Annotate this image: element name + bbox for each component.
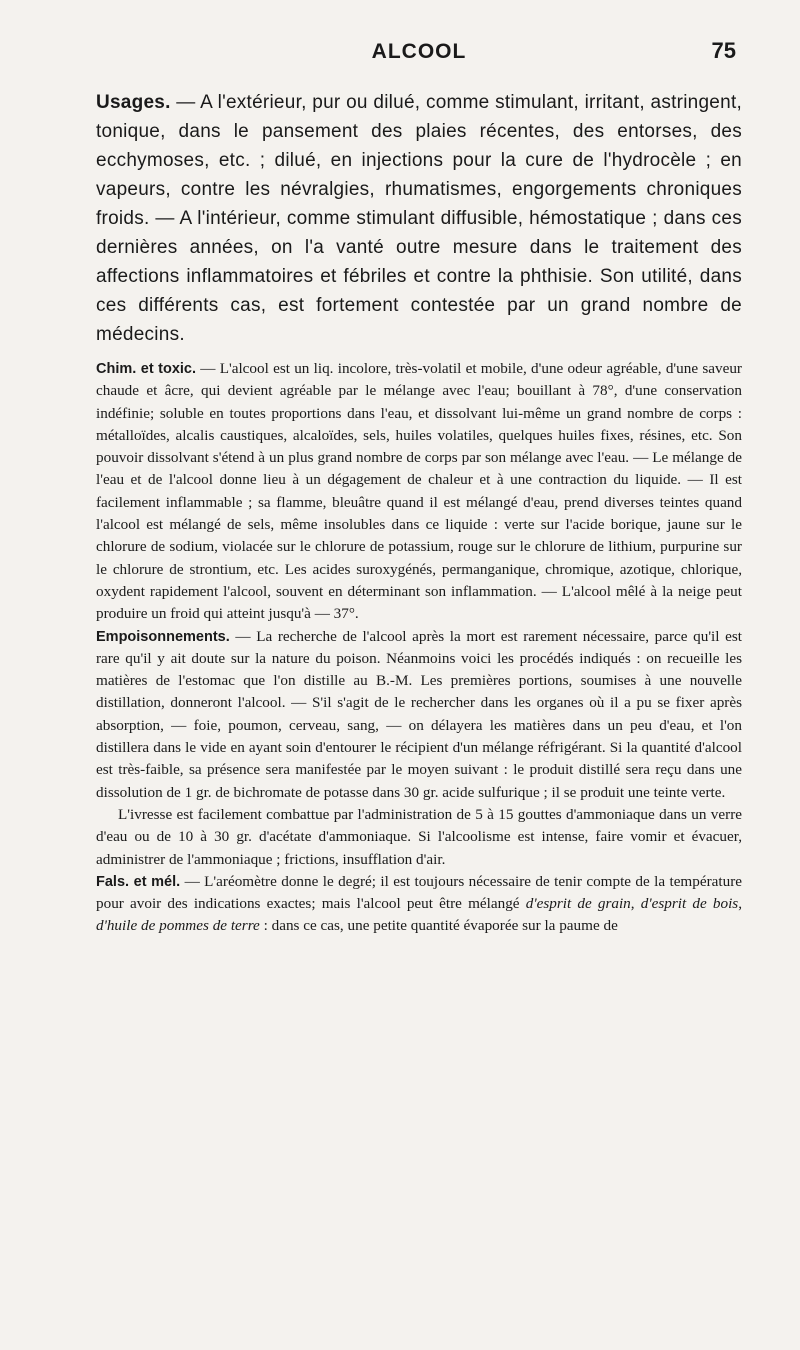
- chim-paragraph: [96, 358, 742, 626]
- usages-paragraph: [96, 88, 742, 349]
- usages-heading: Usages.: [96, 92, 171, 113]
- empoisonnements-paragraph: [96, 626, 742, 804]
- page-number: 75: [711, 38, 736, 63]
- usages-text: — A l'extérieur, pur ou dilué, comme stimulant, irritant, astringent, tonique, dans le pansement des plaies récentes, des entorses, des ecchymoses, etc. ; dilué, en injections pour la cure de l'hydrocèle ; en vapeurs, contre les névralgies, rhumatismes, engorgements chroniques froids. — A l'intérieur, comme stimulant diffusible, hémostatique ; dans ces dernières années, on l'a vanté outre mesure dans le traitement des affections inflammatoires et fébriles et contre la phthisie. Son utilité, dans ces différents cas, est fortement contestée par un grand nombre de médecins.: [96, 92, 742, 345]
- fals-em-2: d'esprit de bois: [640, 895, 739, 913]
- fals-em-3: d'huile de pommes de terre: [96, 917, 260, 935]
- fals-sep-2: ,: [738, 895, 743, 913]
- chim-heading: Chim. et toxic.: [96, 361, 197, 377]
- fals-sep-1: ,: [630, 895, 641, 913]
- ivresse-text: L'ivresse est facilement combattue par l'administration de 5 à 15 gouttes d'ammoniaque dans un verre d'eau ou de 10 à 30 gr. d'acétate d'ammoniaque. Si l'alcoolisme est intense, faire vomir et évacuer, administrer de l'ammoniaque ; frictions, insufflation d'air.: [96, 805, 742, 868]
- ivresse-paragraph: [96, 804, 742, 871]
- page-header: [96, 0, 742, 88]
- fals-paragraph: [96, 871, 742, 938]
- fals-text-2: : dans ce cas, une petite quantité évaporée sur la paume de: [259, 917, 618, 935]
- chim-text: — L'alcool est un liq. incolore, très-volatil et mobile, d'une odeur agréable, d'une saveur chaude et âcre, qui devient agréable par le mélange avec l'eau; bouillant à 78°, d'une conservation indéfinie; soluble en toutes proportions dans l'eau, et dissolvant lui-même un grand nombre de corps : métalloïdes, alcalis caustiques, alcaloïdes, sels, huiles volatiles, quelques huiles fixes, résines, etc. Son pouvoir dissolvant s'étend à un plus grand nombre de corps par son mélange avec l'eau. — Le mélange de l'eau et de l'alcool donne lieu à un dégagement de chaleur et à une contraction du liquide. — Il est facilement inflammable ; sa flamme, bleuâtre quand il est mélangé d'eau, prend diverses teintes quand l'alcool est mélangé de sels, même insolubles dans ce liquide : verte sur l'acide borique, jaune sur le chlorure de sodium, violacée sur le chlorure de potassium, rouge sur le chlorure de lithium, purpurine sur le chlorure de strontium, etc. Les acides suroxygénés, permanganique, chromique, azotique, chlorique, oxydent rapidement l'alcool, souvent en déterminant son inflammation. — L'alcool mêlé à la neige peut produire un froid qui atteint jusqu'à — 37°.: [96, 360, 742, 623]
- running-title: ALCOOL: [371, 40, 467, 63]
- fals-text-1: — L'aréomètre donne le degré; il est toujours nécessaire de tenir compte de la température pour avoir des indications exactes; mais l'alcool peut être mélangé: [96, 872, 742, 913]
- empoisonnements-heading: Empoisonnements.: [96, 628, 230, 645]
- fals-heading: Fals. et mél.: [96, 873, 181, 890]
- empoisonnements-text: — La recherche de l'alcool après la mort est rarement nécessaire, parce qu'il est rare qu'il y ait doute sur la nature du poison. Néanmoins voici les procédés indiqués : on recueille les matières de l'estomac que l'on distille au B.-M. Les premières portions, soumises à une nouvelle distillation, donneront l'alcool. — S'il s'agit de le rechercher dans les organes où il a pu se fixer après absorption, — foie, poumon, cerveau, sang, — on délayera les matières dans un peu d'eau, et l'on distillera dans le vide en ayant soin d'entourer le récipient d'un mélange réfrigérant. Si la quantité d'alcool est très-faible, sa présence sera manifestée par le moyen suivant : le produit distillé sera reçu dans une dissolution de 1 gr. de bichromate de potasse dans 30 gr. acide sulfurique ; il se produit une teinte verte.: [96, 627, 742, 801]
- fals-em-1: d'esprit de grain: [525, 895, 631, 913]
